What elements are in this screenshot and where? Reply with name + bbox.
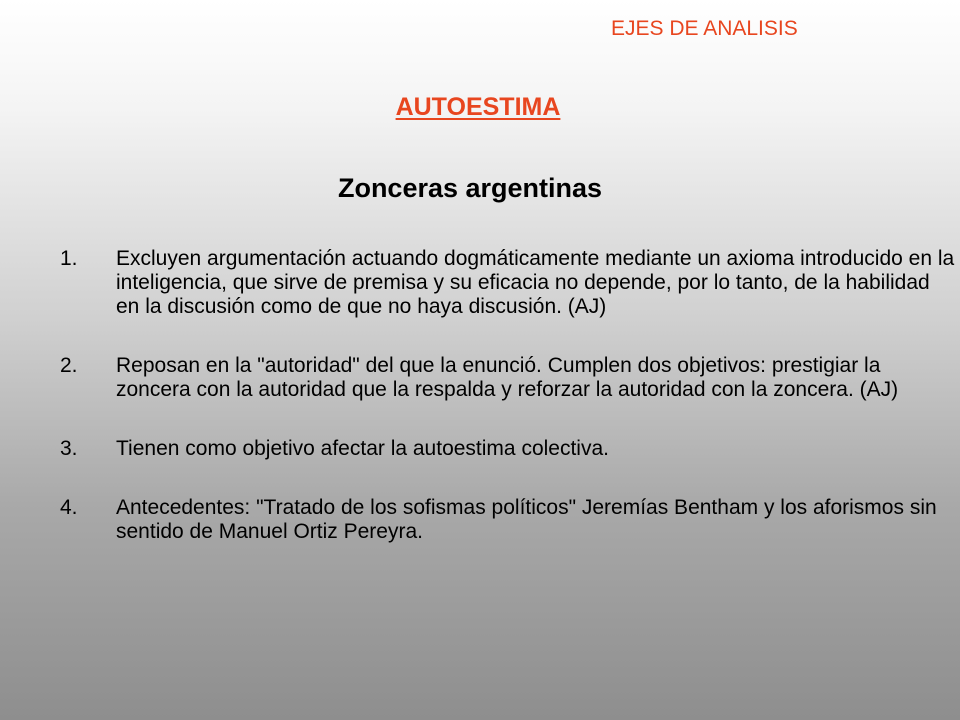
list-item-text: Reposan en la "autoridad" del que la enunció. Cumplen dos objetivos: prestigiar la zoncera con la autoridad que la respalda y reforzar la autoridad con la zoncera. (AJ) bbox=[116, 354, 899, 401]
list-item-number: 4. bbox=[60, 496, 78, 519]
list-item-text: Antecedentes: "Tratado de los sofismas políticos" Jeremías Bentham y los aforismos sin sentido de Manuel Ortiz Pereyra. bbox=[116, 496, 937, 543]
section-title: AUTOESTIMA bbox=[395, 93, 561, 121]
header-label: EJES DE ANALISIS bbox=[611, 17, 798, 40]
subtitle: Zonceras argentinas bbox=[337, 173, 603, 203]
list-item bbox=[60, 354, 955, 402]
list-item-number: 3. bbox=[60, 437, 78, 460]
list-item-number: 1. bbox=[60, 247, 78, 270]
list-item-text: Excluyen argumentación actuando dogmáticamente mediante un axioma introducido en la inteligencia, que sirve de premisa y su eficacia no depende, por lo tanto, de la habilidad en la discusión como de que no haya discusión. (AJ) bbox=[116, 247, 955, 318]
list-item bbox=[60, 437, 955, 461]
numbered-list bbox=[60, 247, 955, 579]
list-item-number: 2. bbox=[60, 354, 78, 377]
list-item-text: Tienen como objetivo afectar la autoestima colectiva. bbox=[116, 437, 609, 460]
list-item bbox=[60, 496, 955, 544]
list-item bbox=[60, 247, 955, 319]
